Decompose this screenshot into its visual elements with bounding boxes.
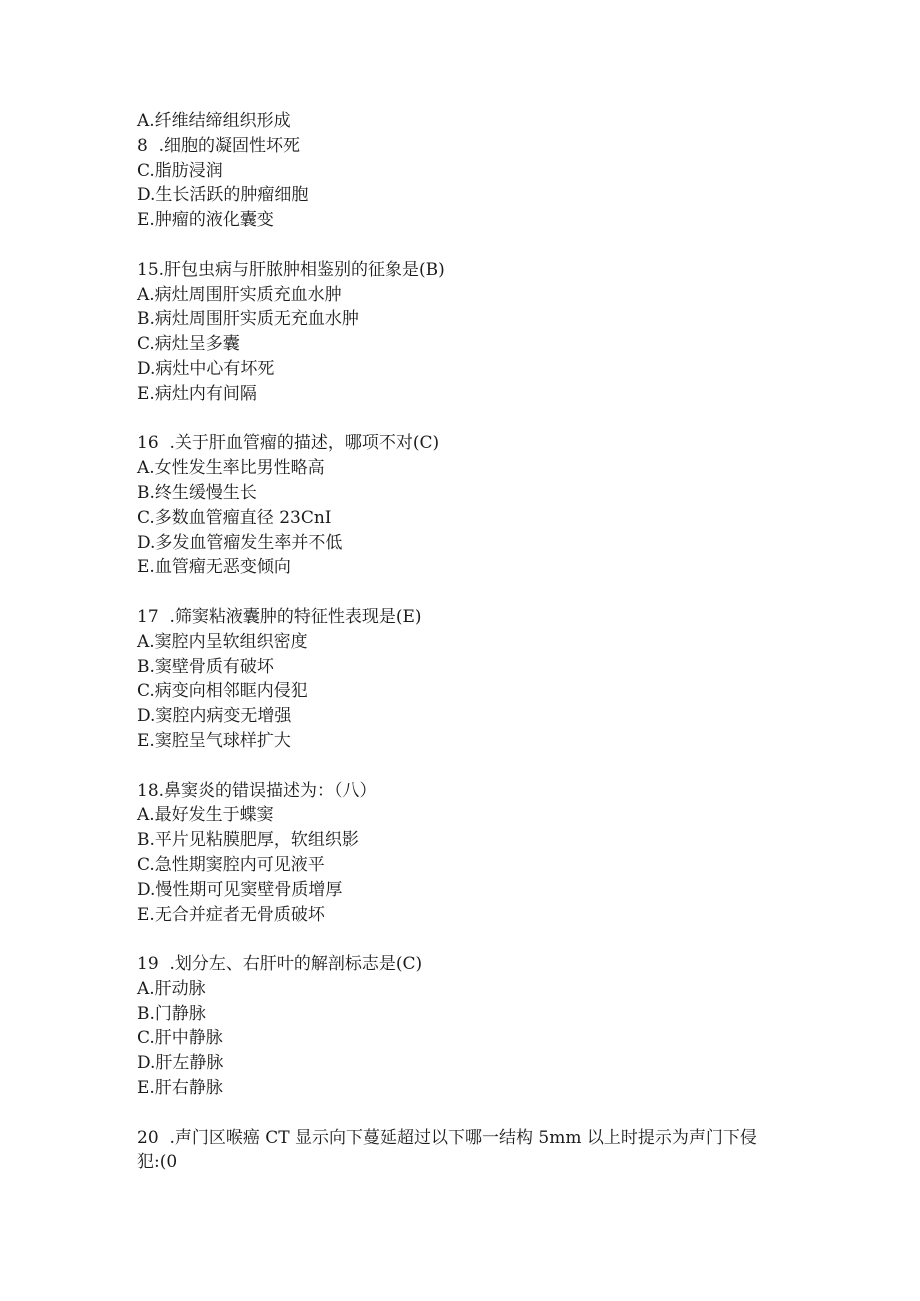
option-line: D.窦腔内病变无增强 [137,706,292,727]
option-line: B.病灶周围肝实质无充血水肿 [137,309,359,330]
question-19-stem: 19 .划分左、右肝叶的解剖标志是(C) [137,954,423,975]
question-text-block [137,109,797,1175]
option-line: A.病灶周围肝实质充血水肿 [137,284,342,305]
option-line: B.窦壁骨质有破坏 [137,656,274,677]
option-line: B.平片见粘膜肥厚，软组织影 [137,830,359,851]
option-line: E.肿瘤的液化囊变 [137,210,274,231]
option-line: E.肝右静脉 [137,1078,223,1099]
question-20-stem-continued: 犯:(0 [137,1152,178,1173]
option-line: A.纤维结缔组织形成 [137,111,291,131]
option-line: E.病灶内有间隔 [137,383,257,404]
option-line: B.终生缓慢生长 [137,482,257,503]
option-line: E.无合并症者无骨质破坏 [137,904,325,925]
option-line: D.慢性期可见窦壁骨质增厚 [137,879,343,900]
option-line: B.门静脉 [137,1003,206,1024]
question-17-stem: 17 .筛窦粘液囊肿的特征性表现是(E) [137,606,422,627]
option-line: D.肝左静脉 [137,1053,224,1074]
blank-line [137,580,797,605]
option-line: C.多数血管瘤直径 23CnI [137,507,332,528]
blank-line [137,1101,797,1126]
option-line: A.肝动脉 [137,978,206,999]
option-line: A.窦腔内呈软组织密度 [137,631,308,652]
question-15-stem: 15.肝包虫病与肝脓肿相鉴别的征象是(B) [137,259,445,280]
question-20-stem: 20 .声门区喉癌 CT 显示向下蔓延超过以下哪一结构 5mm 以上时提示为声门下侵 [137,1127,757,1148]
option-line: C.肝中静脉 [137,1028,223,1049]
option-line: E.血管瘤无恶变倾向 [137,557,291,578]
blank-line [137,754,797,779]
option-line: D.多发血管瘤发生率并不低 [137,532,343,553]
option-line: C.病灶呈多囊 [137,334,240,355]
option-line: A.最好发生于蝶窦 [137,805,274,826]
blank-line [137,233,797,258]
question-16-stem: 16 .关于肝血管瘤的描述，哪项不对(C) [137,433,440,454]
option-line: C.急性期窦腔内可见液平 [137,854,325,875]
option-line: D.病灶中心有坏死 [137,358,275,379]
option-line: C.病变向相邻眶内侵犯 [137,681,308,702]
question-18-stem: 18.鼻窦炎的错误描述为：（八） [137,780,377,801]
option-line: 8 .细胞的凝固性坏死 [137,135,301,156]
option-line: D.生长活跃的肿瘤细胞 [137,185,309,206]
option-line: A.女性发生率比男性略高 [137,458,325,479]
option-line: E.窦腔呈气球样扩大 [137,730,291,751]
blank-line [137,927,797,952]
blank-line [137,407,797,432]
option-line: C.脂肪浸润 [137,160,223,181]
